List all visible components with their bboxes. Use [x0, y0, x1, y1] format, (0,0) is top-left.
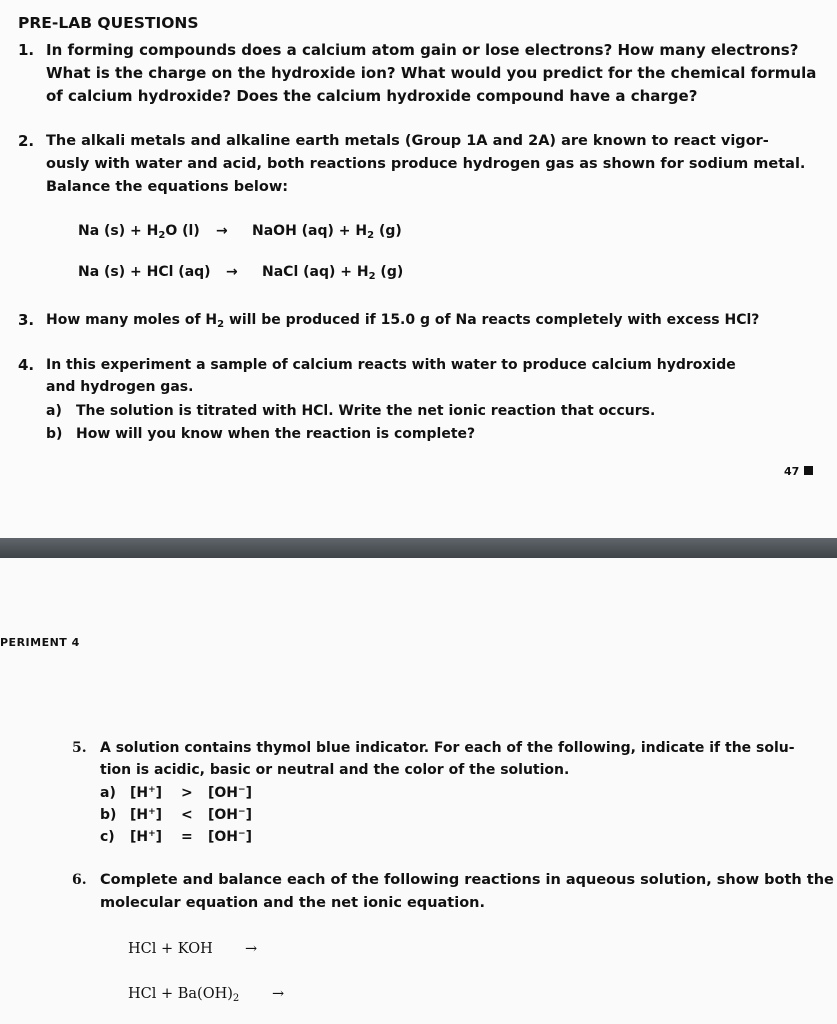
page-marker-square-icon: [804, 466, 813, 475]
q4-item-b-label: b): [46, 426, 63, 442]
q2-equation-1-arrow: →: [216, 223, 228, 239]
q6-number: 6.: [72, 872, 87, 888]
q2-equation-1-products: NaOH $(aq) + H_2$ (g): [252, 223, 402, 241]
q5-number: 5.: [72, 740, 87, 756]
q2-line-1: The alkali metals and alkaline earth metals (Group 1A and 2A) are known to react vigor-: [46, 133, 769, 149]
q5-item-c-right: [OH−]: [208, 829, 252, 845]
q2-equation-2-reactants: Na (s) + HCl (aq): [78, 264, 211, 280]
q4-line-2: and hydrogen gas.: [46, 379, 194, 395]
q5-line-1: A solution contains thymol blue indicator. For each of the following, indicate if the solu-: [100, 740, 795, 756]
q6-line-1: Complete and balance each of the following reactions in aqueous solution, show both the: [100, 872, 834, 888]
q6-equation-1-arrow: →: [245, 941, 258, 957]
q3-number: 3.: [18, 311, 35, 329]
q1-line-1: In forming compounds does a calcium atom gain or lose electrons? How many electrons?: [46, 41, 799, 59]
q5-item-c-label: c): [100, 829, 115, 845]
q2-equation-1-reactants: Na $(s) + H_2O$ (l): [78, 223, 200, 241]
q4-line-1: In this experiment a sample of calcium reacts with water to produce calcium hydroxide: [46, 357, 736, 373]
page-number: 47: [784, 462, 813, 482]
q2-number: 2.: [18, 132, 35, 150]
q4-item-a-text: The solution is titrated with HCl. Write the net ionic reaction that occurs.: [76, 403, 656, 419]
bottom-page: [0, 558, 837, 1024]
q2-equation-2-arrow: →: [226, 264, 238, 280]
page-divider: [0, 538, 837, 558]
q5-item-b-operator: <: [181, 807, 193, 823]
q2-equation-2-products: NaCl $(aq) + H_2$ (g): [262, 264, 404, 282]
q5-line-2: tion is acidic, basic or neutral and the color of the solution.: [100, 762, 570, 778]
running-head: PERIMENT 4: [0, 636, 80, 649]
q6-equation-1: HCl + KOH: [128, 941, 213, 957]
q4-number: 4.: [18, 356, 35, 374]
q5-item-b-left: [H+]: [130, 807, 163, 823]
q3-text: How many moles of $H_2$ will be produced if 15.0 g of Na reacts completely with excess HCl?: [46, 312, 760, 330]
q1-number: 1.: [18, 41, 35, 59]
q1-line-3: of calcium hydroxide? Does the calcium hydroxide compound have a charge?: [46, 87, 698, 105]
q2-line-2: ously with water and acid, both reactions produce hydrogen gas as shown for sodium metal.: [46, 156, 806, 172]
q5-item-a-label: a): [100, 785, 116, 801]
q5-item-a-right: [OH−]: [208, 785, 252, 801]
q5-item-c-operator: =: [181, 829, 193, 845]
q6-equation-2: HCl + $Ba(OH)_2$: [128, 986, 240, 1004]
q5-item-b-right: [OH−]: [208, 807, 252, 823]
q2-line-3: Balance the equations below:: [46, 179, 289, 195]
q5-item-b-label: b): [100, 807, 117, 823]
q1-line-2: What is the charge on the hydroxide ion? What would you predict for the chemical formula: [46, 64, 817, 82]
q4-item-a-label: a): [46, 403, 62, 419]
q5-item-a-operator: >: [181, 785, 193, 801]
q6-equation-2-arrow: →: [272, 986, 285, 1002]
q5-item-a-left: [H+]: [130, 785, 163, 801]
q6-line-2: molecular equation and the net ionic equation.: [100, 895, 485, 911]
q4-item-b-text: How will you know when the reaction is complete?: [76, 426, 476, 442]
section-heading: PRE-LAB QUESTIONS: [18, 14, 199, 32]
q5-item-c-left: [H+]: [130, 829, 163, 845]
